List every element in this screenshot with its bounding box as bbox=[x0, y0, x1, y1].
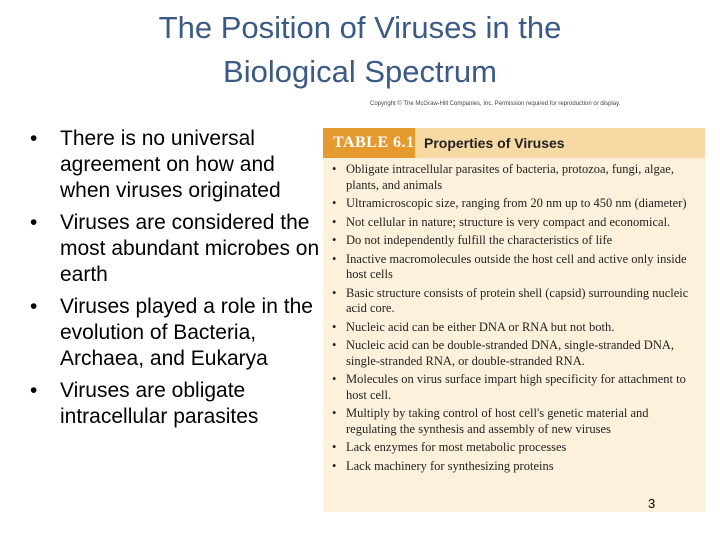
table-row bbox=[323, 215, 705, 231]
bullet-icon: • bbox=[332, 440, 337, 454]
table-row-text: Lack enzymes for most metabolic processes bbox=[346, 440, 567, 454]
bullet-icon: • bbox=[332, 214, 337, 229]
bullet-icon: • bbox=[332, 196, 337, 210]
bullet-icon: • bbox=[332, 406, 337, 420]
table-rows bbox=[323, 158, 705, 474]
bullet-icon: • bbox=[332, 338, 337, 352]
bullet-icon: • bbox=[30, 295, 38, 318]
table-row-text: Inactive macromolecules outside the host cell and active only inside host cells bbox=[346, 251, 687, 281]
bullet-item bbox=[30, 378, 330, 430]
bullet-icon: • bbox=[30, 211, 38, 234]
table-row bbox=[323, 372, 705, 403]
table-row-text: Multiply by taking control of host cell's genetic material and regulating the synthesis and assembly of new viruses bbox=[346, 406, 649, 436]
bullet-icon: • bbox=[332, 251, 337, 266]
properties-table bbox=[323, 128, 705, 512]
bullet-text: There is no universal agreement on how and when viruses originated bbox=[60, 127, 281, 202]
bullet-item bbox=[30, 294, 330, 372]
table-row bbox=[323, 459, 705, 475]
table-row bbox=[323, 406, 705, 437]
table-row-text: Ultramicroscopic size, ranging from 20 nm up to 450 nm (diameter) bbox=[346, 196, 687, 210]
bullet-icon: • bbox=[332, 285, 337, 300]
table-row bbox=[323, 320, 705, 336]
slide-title bbox=[60, 6, 660, 94]
bullet-item bbox=[30, 126, 330, 204]
table-row-text: Obligate intracellular parasites of bacteria, protozoa, fungi, algae, plants, and animals bbox=[346, 162, 674, 192]
table-row bbox=[323, 338, 705, 369]
table-header bbox=[323, 128, 705, 158]
slide-title-line-1: The Position of Viruses in the bbox=[158, 10, 562, 45]
bullet-list bbox=[30, 126, 330, 436]
table-title: Properties of Viruses bbox=[424, 135, 565, 151]
table-row-text: Basic structure consists of protein shell (capsid) surrounding nucleic acid core. bbox=[346, 285, 689, 315]
table-label: TABLE 6.1 bbox=[323, 128, 415, 158]
table-row bbox=[323, 440, 705, 456]
bullet-icon: • bbox=[332, 319, 337, 334]
table-row-text: Lack machinery for synthesizing proteins bbox=[346, 458, 554, 473]
table-row-text: Do not independently fulfill the characteristics of life bbox=[346, 233, 613, 247]
table-row-text: Nucleic acid can be double-stranded DNA, single-stranded DNA, single-stranded RNA, or double-stranded RNA. bbox=[346, 338, 675, 368]
table-row-text: Not cellular in nature; structure is very compact and economical. bbox=[346, 214, 671, 229]
bullet-text: Viruses are obligate intracellular parasites bbox=[60, 379, 259, 428]
bullet-icon: • bbox=[30, 379, 38, 402]
bullet-item bbox=[30, 210, 330, 288]
bullet-icon: • bbox=[332, 162, 337, 176]
table-row-text: Nucleic acid can be either DNA or RNA but not both. bbox=[346, 319, 615, 334]
table-row bbox=[323, 286, 705, 317]
bullet-text: Viruses played a role in the evolution of Bacteria, Archaea, and Eukarya bbox=[60, 295, 313, 370]
table-row-text: Molecules on virus surface impart high specificity for attachment to host cell. bbox=[346, 372, 686, 402]
bullet-icon: • bbox=[30, 127, 38, 150]
slide-title-line-2: Biological Spectrum bbox=[223, 54, 497, 89]
table-row bbox=[323, 252, 705, 283]
page-number: 3 bbox=[648, 496, 656, 511]
table-row bbox=[323, 233, 705, 249]
copyright-notice: Copyright © The McGraw-Hill Companies, Inc. Permission required for reproduction or display. bbox=[370, 101, 621, 107]
bullet-text: Viruses are considered the most abundant microbes on earth bbox=[60, 211, 320, 286]
bullet-icon: • bbox=[332, 372, 337, 386]
bullet-icon: • bbox=[332, 233, 337, 247]
bullet-icon: • bbox=[332, 458, 337, 473]
table-row bbox=[323, 196, 705, 212]
table-row bbox=[323, 162, 705, 193]
